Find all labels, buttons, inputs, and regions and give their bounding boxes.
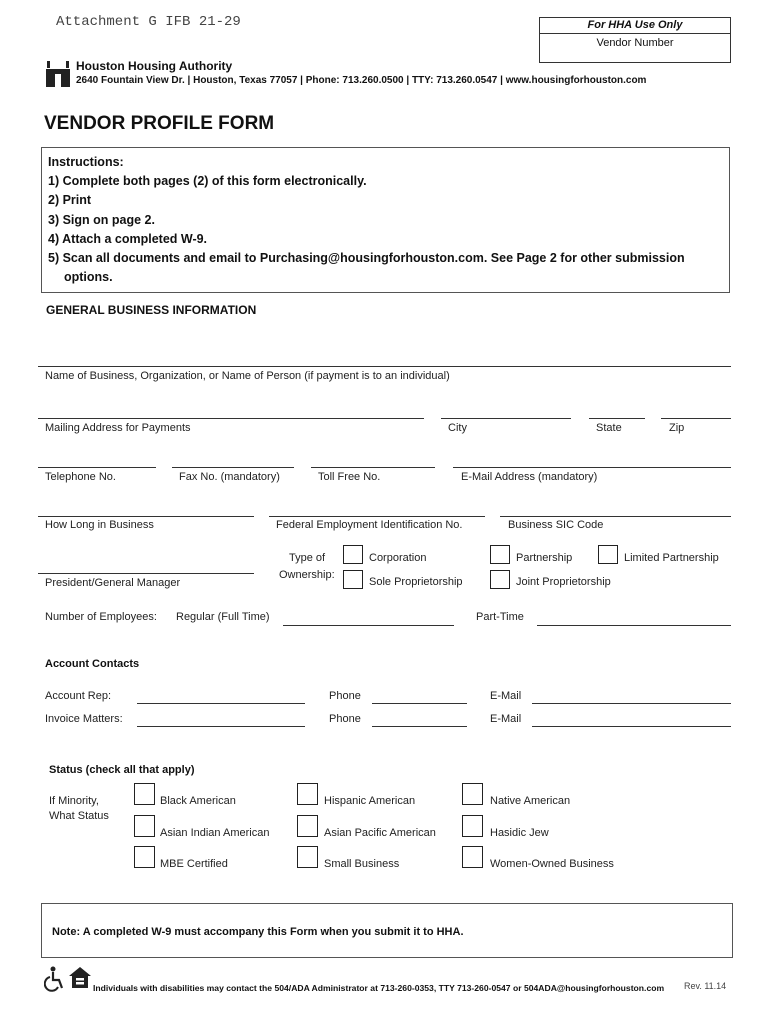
regular-input[interactable]: [283, 625, 454, 626]
native-american-checkbox[interactable]: [462, 783, 483, 805]
city-input[interactable]: [441, 418, 571, 419]
fein-input[interactable]: [269, 516, 485, 517]
partnership-checkbox[interactable]: [490, 545, 510, 564]
equal-housing-icon: [68, 966, 92, 992]
limited-partnership-checkbox[interactable]: [598, 545, 618, 564]
zip-label: Zip: [669, 422, 685, 434]
instruction-item: 1) Complete both pages (2) of this form electronically.: [48, 174, 367, 189]
telephone-label: Telephone No.: [45, 471, 116, 483]
instruction-item: options.: [64, 270, 113, 285]
women-owned-checkbox[interactable]: [462, 846, 483, 868]
asian-pacific-label: Asian Pacific American: [324, 827, 436, 839]
partnership-label: Partnership: [516, 552, 573, 564]
small-business-checkbox[interactable]: [297, 846, 318, 868]
native-american-label: Native American: [490, 795, 571, 807]
parttime-label: Part-Time: [476, 611, 524, 623]
contacts-heading: Account Contacts: [45, 658, 140, 670]
ownership-label: Ownership:: [279, 569, 335, 581]
small-business-label: Small Business: [324, 858, 400, 870]
hispanic-american-checkbox[interactable]: [297, 783, 318, 805]
corporation-checkbox[interactable]: [343, 545, 363, 564]
president-label: President/General Manager: [45, 577, 181, 589]
asian-pacific-checkbox[interactable]: [297, 815, 318, 837]
status-heading: Status (check all that apply): [49, 764, 195, 776]
instruction-item: 3) Sign on page 2.: [48, 212, 155, 227]
city-label: City: [448, 422, 467, 434]
fax-input[interactable]: [172, 467, 294, 468]
note-box: [41, 903, 733, 958]
invoice-phone-input[interactable]: [372, 726, 467, 727]
joint-proprietorship-label: Joint Proprietorship: [516, 576, 611, 588]
mailing-address-label: Mailing Address for Payments: [45, 422, 191, 434]
rep-email-input[interactable]: [532, 703, 731, 704]
sole-proprietorship-checkbox[interactable]: [343, 570, 363, 589]
account-rep-input[interactable]: [137, 703, 305, 704]
hasidic-jew-label: Hasidic Jew: [490, 827, 549, 839]
howlong-input[interactable]: [38, 516, 254, 517]
hispanic-american-label: Hispanic American: [324, 795, 416, 807]
employees-label: Number of Employees:: [45, 611, 157, 623]
black-american-label: Black American: [160, 795, 236, 807]
limited-partnership-label: Limited Partnership: [624, 552, 719, 564]
org-name: Houston Housing Authority: [76, 59, 233, 73]
ownership-label: Type of: [289, 552, 326, 564]
rep-phone-input[interactable]: [372, 703, 467, 704]
invoice-input[interactable]: [137, 726, 305, 727]
sic-label: Business SIC Code: [508, 519, 604, 531]
fein-label: Federal Employment Identification No.: [276, 519, 463, 531]
mbe-certified-checkbox[interactable]: [134, 846, 155, 868]
tollfree-input[interactable]: [311, 467, 435, 468]
instructions-heading: Instructions:: [48, 155, 124, 169]
invoice-email-label: E-Mail: [490, 713, 522, 725]
instruction-item: 5) Scan all documents and email to Purchasing@housingforhouston.com. See Page 2 for other submission: [48, 251, 685, 266]
state-input[interactable]: [589, 418, 645, 419]
hasidic-jew-checkbox[interactable]: [462, 815, 483, 837]
corporation-label: Corporation: [369, 552, 427, 564]
ada-notice: Individuals with disabilities may contact the 504/ADA Administrator at 713-260-0353, TTY 713-260-0547 or 504ADA@housingforhouston.com: [93, 983, 665, 993]
joint-proprietorship-checkbox[interactable]: [490, 570, 510, 589]
mailing-address-input[interactable]: [38, 418, 424, 419]
parttime-input[interactable]: [537, 625, 731, 626]
howlong-label: How Long in Business: [45, 519, 154, 531]
hha-logo: [44, 60, 72, 88]
invoice-label: Invoice Matters:: [45, 713, 123, 725]
minority-label: What Status: [49, 810, 109, 822]
sic-input[interactable]: [500, 516, 731, 517]
business-name-label: Name of Business, Organization, or Name of Person (if payment is to an individual): [45, 370, 450, 382]
mbe-certified-label: MBE Certified: [160, 858, 228, 870]
note-text: Note: A completed W-9 must accompany this Form when you submit it to HHA.: [52, 926, 464, 938]
rep-phone-label: Phone: [329, 690, 361, 702]
vendor-number-label: Vendor Number: [596, 37, 674, 49]
instruction-item: 2) Print: [48, 193, 92, 208]
attachment-label: Attachment G IFB 21-29: [56, 14, 241, 30]
president-input[interactable]: [38, 573, 254, 574]
page-title: VENDOR PROFILE FORM: [44, 113, 275, 134]
zip-input[interactable]: [661, 418, 731, 419]
sole-proprietorship-label: Sole Proprietorship: [369, 576, 463, 588]
instructions-box: [41, 147, 730, 293]
business-name-input[interactable]: [38, 366, 731, 367]
invoice-email-input[interactable]: [532, 726, 731, 727]
revision-label: Rev. 11.14: [684, 981, 727, 991]
black-american-checkbox[interactable]: [134, 783, 155, 805]
hha-use-title: For HHA Use Only: [540, 18, 730, 34]
asian-indian-checkbox[interactable]: [134, 815, 155, 837]
asian-indian-label: Asian Indian American: [160, 827, 270, 839]
org-address: 2640 Fountain View Dr. | Houston, Texas 77057 | Phone: 713.260.0500 | TTY: 713.260.0547 | www.housingforhouston.com: [76, 75, 647, 86]
women-owned-label: Women-Owned Business: [490, 858, 614, 870]
email-label: E-Mail Address (mandatory): [461, 471, 598, 483]
general-heading: GENERAL BUSINESS INFORMATION: [46, 303, 257, 317]
hha-use-box: [539, 17, 731, 63]
accessibility-icon: [44, 966, 66, 992]
instruction-item: 4) Attach a completed W-9.: [48, 231, 208, 246]
regular-label: Regular (Full Time): [176, 611, 270, 623]
account-rep-label: Account Rep:: [45, 690, 112, 702]
state-label: State: [596, 422, 622, 434]
minority-label: If Minority,: [49, 795, 99, 807]
telephone-input[interactable]: [38, 467, 156, 468]
tollfree-label: Toll Free No.: [318, 471, 381, 483]
rep-email-label: E-Mail: [490, 690, 522, 702]
invoice-phone-label: Phone: [329, 713, 361, 725]
email-input[interactable]: [453, 467, 731, 468]
fax-label: Fax No. (mandatory): [179, 471, 280, 483]
